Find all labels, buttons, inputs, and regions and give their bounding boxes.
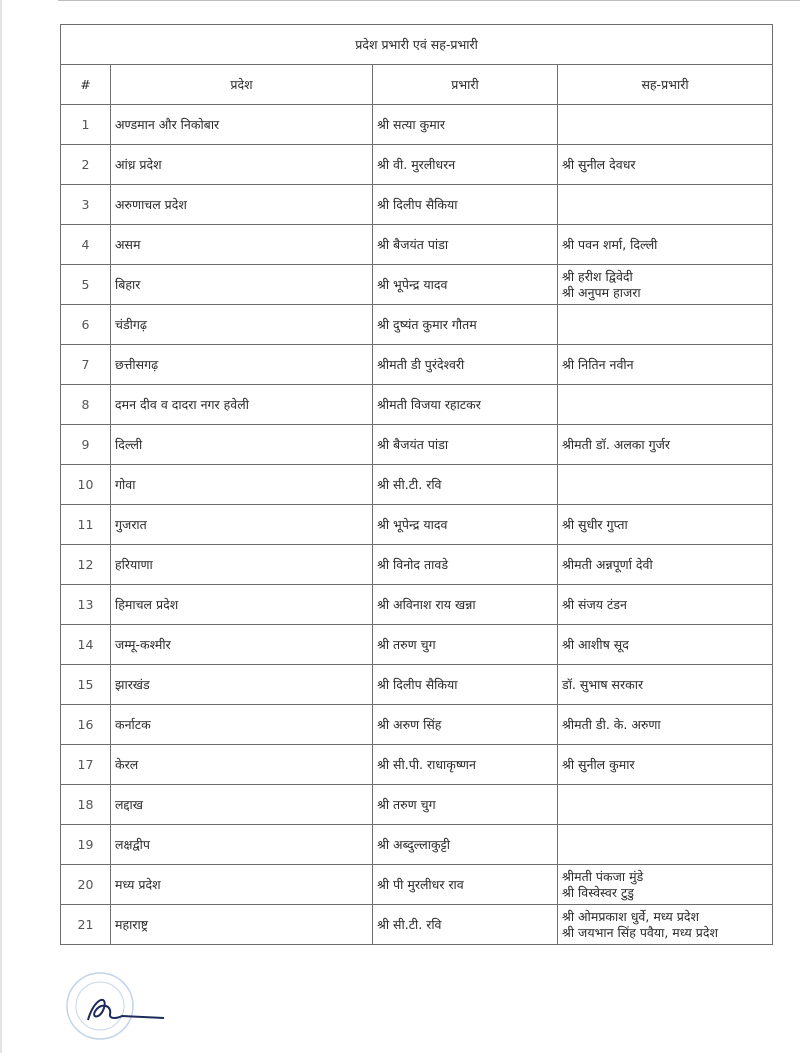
co-incharge-name: श्री जयभान सिंह पवैया, मध्य प्रदेश (562, 924, 718, 940)
co-incharge-name: श्री नितिन नवीन (562, 357, 634, 372)
row-number: 9 (61, 425, 111, 465)
table-row (61, 905, 773, 945)
co-incharge-name: श्रीमती डॉ. अलका गुर्जर (562, 437, 671, 452)
co-incharge-cell (558, 385, 773, 425)
signature-icon (88, 1000, 164, 1020)
state-name: जम्मू-कश्मीर (111, 625, 373, 665)
col-header-state: प्रदेश (111, 65, 373, 105)
co-incharge-cell (558, 705, 773, 745)
co-incharge-cell (558, 505, 773, 545)
row-number: 17 (61, 745, 111, 785)
co-incharge-name: श्री सुनील कुमार (562, 757, 635, 772)
incharge-table (60, 24, 773, 945)
co-incharge-cell (558, 865, 773, 905)
table-row (61, 865, 773, 905)
incharge-name: श्री भूपेन्द्र यादव (373, 505, 558, 545)
state-name: असम (111, 225, 373, 265)
state-name: आंध्र प्रदेश (111, 145, 373, 185)
incharge-name: श्री तरुण चुग (373, 785, 558, 825)
row-number: 12 (61, 545, 111, 585)
table-row (61, 705, 773, 745)
table-row (61, 185, 773, 225)
table-title-row (61, 25, 773, 65)
co-incharge-cell (558, 305, 773, 345)
state-name: केरल (111, 745, 373, 785)
table-row (61, 305, 773, 345)
state-name: झारखंड (111, 665, 373, 705)
co-incharge-cell (558, 785, 773, 825)
row-number: 16 (61, 705, 111, 745)
row-number: 20 (61, 865, 111, 905)
row-number: 7 (61, 345, 111, 385)
co-incharge-cell (558, 625, 773, 665)
co-incharge-name: श्रीमती पंकजा मुंडे (562, 868, 644, 884)
row-number: 11 (61, 505, 111, 545)
row-number: 14 (61, 625, 111, 665)
state-name: चंडीगढ़ (111, 305, 373, 345)
incharge-name: श्री सत्या कुमार (373, 105, 558, 145)
table-row (61, 825, 773, 865)
incharge-name: श्रीमती विजया रहाटकर (373, 385, 558, 425)
col-header-incharge: प्रभारी (373, 65, 558, 105)
table-row (61, 385, 773, 425)
incharge-name: श्री विनोद तावडे (373, 545, 558, 585)
row-number: 5 (61, 265, 111, 305)
co-incharge-cell (558, 105, 773, 145)
table-row (61, 425, 773, 465)
co-incharge-name: श्री पवन शर्मा, दिल्ली (562, 237, 658, 252)
table-row (61, 625, 773, 665)
table-row (61, 745, 773, 785)
co-incharge-cell (558, 665, 773, 705)
incharge-name: श्री बैजयंत पांडा (373, 425, 558, 465)
row-number: 4 (61, 225, 111, 265)
row-number: 13 (61, 585, 111, 625)
co-incharge-cell (558, 745, 773, 785)
incharge-name: श्रीमती डी पुरंदेश्वरी (373, 345, 558, 385)
co-incharge-cell (558, 825, 773, 865)
incharge-name: श्री बैजयंत पांडा (373, 225, 558, 265)
co-incharge-cell (558, 545, 773, 585)
incharge-name: श्री सी.पी. राधाकृष्णन (373, 745, 558, 785)
state-name: कर्नाटक (111, 705, 373, 745)
co-incharge-cell (558, 905, 773, 945)
table-row (61, 225, 773, 265)
row-number: 15 (61, 665, 111, 705)
row-number: 21 (61, 905, 111, 945)
incharge-name: श्री तरुण चुग (373, 625, 558, 665)
table-row (61, 465, 773, 505)
table-row (61, 105, 773, 145)
table-header-row (61, 65, 773, 105)
row-number: 10 (61, 465, 111, 505)
incharge-name: श्री भूपेन्द्र यादव (373, 265, 558, 305)
state-name: मध्य प्रदेश (111, 865, 373, 905)
table-row (61, 345, 773, 385)
state-name: बिहार (111, 265, 373, 305)
row-number: 1 (61, 105, 111, 145)
top-rule (58, 0, 800, 1)
co-incharge-name: श्री हरीश द्विवेदी (562, 268, 633, 284)
co-incharge-name: डॉ. सुभाष सरकार (562, 677, 644, 692)
state-name: छत्तीसगढ़ (111, 345, 373, 385)
incharge-name: श्री सी.टी. रवि (373, 465, 558, 505)
row-number: 3 (61, 185, 111, 225)
co-incharge-cell (558, 225, 773, 265)
scan-left-edge (0, 0, 2, 1053)
co-incharge-cell (558, 585, 773, 625)
co-incharge-cell (558, 465, 773, 505)
co-incharge-cell (558, 145, 773, 185)
state-name: गोवा (111, 465, 373, 505)
incharge-name: श्री वी. मुरलीधरन (373, 145, 558, 185)
co-incharge-name: श्री ओमप्रकाश धुर्वे, मध्य प्रदेश (562, 908, 699, 924)
state-name: दमन दीव व दादरा नगर हवेली (111, 385, 373, 425)
state-name: अण्डमान और निकोबार (111, 105, 373, 145)
co-incharge-cell (558, 265, 773, 305)
state-name: लक्षद्वीप (111, 825, 373, 865)
table-row (61, 545, 773, 585)
co-incharge-cell (558, 425, 773, 465)
incharge-name: श्री सी.टी. रवि (373, 905, 558, 945)
co-incharge-cell (558, 345, 773, 385)
incharge-name: श्री दिलीप सैकिया (373, 665, 558, 705)
table-row (61, 785, 773, 825)
incharge-name: श्री पी मुरलीधर राव (373, 865, 558, 905)
co-incharge-name: श्री सुधीर गुप्ता (562, 517, 628, 532)
row-number: 8 (61, 385, 111, 425)
table-row (61, 665, 773, 705)
state-name: महाराष्ट्र (111, 905, 373, 945)
co-incharge-name: श्री सुनील देवधर (562, 157, 636, 172)
row-number: 2 (61, 145, 111, 185)
co-incharge-name: श्री आशीष सूद (562, 637, 629, 652)
document-title: प्रदेश प्रभारी एवं सह-प्रभारी (61, 25, 773, 65)
co-incharge-cell (558, 185, 773, 225)
state-name: लद्दाख (111, 785, 373, 825)
row-number: 18 (61, 785, 111, 825)
incharge-name: श्री दिलीप सैकिया (373, 185, 558, 225)
table-row (61, 505, 773, 545)
state-name: हरियाणा (111, 545, 373, 585)
col-header-number: # (61, 65, 111, 105)
table-row (61, 265, 773, 305)
co-incharge-name: श्रीमती डी. के. अरुणा (562, 717, 661, 732)
incharge-name: श्री अरुण सिंह (373, 705, 558, 745)
table-row (61, 585, 773, 625)
co-incharge-name: श्री विस्वेस्वर टुडु (562, 884, 634, 900)
incharge-name: श्री अब्दुल्लाकुट्टी (373, 825, 558, 865)
col-header-co-incharge: सह-प्रभारी (558, 65, 773, 105)
co-incharge-name: श्रीमती अन्नपूर्णा देवी (562, 557, 653, 572)
table-body (61, 105, 773, 945)
state-name: गुजरात (111, 505, 373, 545)
seal-stamp (60, 968, 170, 1044)
co-incharge-name: श्री अनुपम हाजरा (562, 284, 641, 300)
state-name: दिल्ली (111, 425, 373, 465)
co-incharge-name: श्री संजय टंडन (562, 597, 627, 612)
incharge-name: श्री दुष्यंत कुमार गौतम (373, 305, 558, 345)
row-number: 6 (61, 305, 111, 345)
row-number: 19 (61, 825, 111, 865)
state-name: अरुणाचल प्रदेश (111, 185, 373, 225)
incharge-name: श्री अविनाश राय खन्ना (373, 585, 558, 625)
state-name: हिमाचल प्रदेश (111, 585, 373, 625)
table-row (61, 145, 773, 185)
